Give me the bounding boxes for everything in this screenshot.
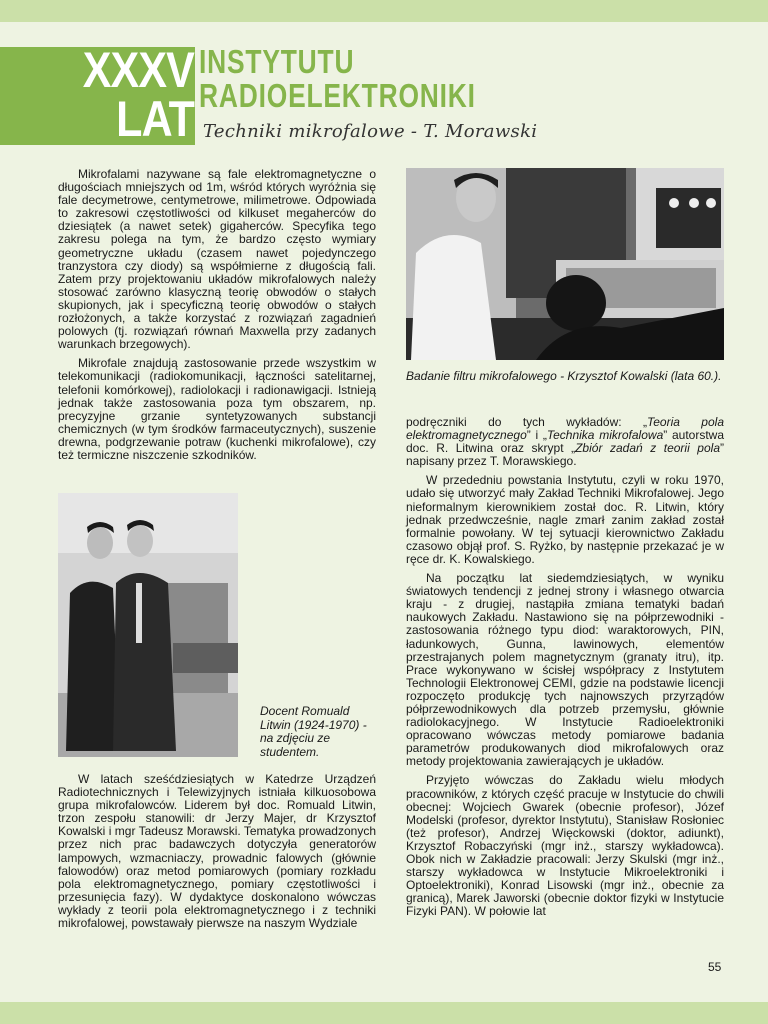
- paragraph: W przededniu powstania Instytutu, czyli w roku 1970, udało się utworzyć mały Zakład Techniki Mikrofalowej. Jego nieformalnym kierownikiem został doc. R. Litwin, który jednak przedwcześnie, nagle zmarł zanim zakład został formalnie powołany. W tej sytuacji kierownictwo Zakładu czasowo objął prof. S. Ryżko, by następnie przekazać je w ręce dr. K. Kowalskiego.: [406, 473, 724, 566]
- paragraph: Mikrofale znajdują zastosowanie przede wszystkim w telekomunikacji (radiokomunikacji, łączności satelitarnej, telefonii komórkowej), radiolokacji i radionawigacji. Istnieją jednak także zastosowania poza tym obszarem, np. precyzyjne grzanie syntetyzowanych substancji chemicznych (w tym środków farmaceutycznych), suszenie drewna, podgrzewanie potraw (kuchenki mikrofalowe), czy też termiczne niszczenie szkodników.: [58, 356, 376, 462]
- photo-microwave-filter-lab: [406, 168, 724, 360]
- bottom-band: [0, 1002, 768, 1024]
- text-span: ” autorstwa doc. R. Litwina oraz skrypt „: [406, 428, 725, 456]
- book-title: Teoria pola elektromagnetycznego: [406, 415, 724, 443]
- header-years-line1: XXXV: [82, 42, 194, 98]
- header-title-line2: RADIOELEKTRONIKI: [199, 77, 476, 114]
- left-column-bottom: [58, 773, 376, 936]
- header-years-title: [77, 42, 194, 147]
- text-span: ” napisany przez T. Morawskiego.: [406, 441, 724, 469]
- book-title: Zbiór zadań z teorii pola: [575, 441, 720, 456]
- article-subtitle: Techniki mikrofalowe - T. Morawski: [203, 121, 538, 142]
- paragraph: Przyjęto wówczas do Zakładu wielu młodych pracowników, z których część pracuje w Instytucie do chwili obecnej: Wojciech Gwarek (obecnie profesor), Józef Modelski (profesor, dyrektor Instytutu), Stanisław Rosłoniec (też profesor), Andrzej Więckowski (doktor, adiunkt), Krzysztof Robaczyński (mgr inż., starszy wykładowca). Obok nich w Zakładzie pracowali: Jerzy Skulski (mgr inż., starszy wykładowca w Instytucie Mikroelektroniki i Optoelektroniki), Konrad Lisowski (mgr inż., obecnie za granicą), Marek Jaworski (obecnie doktor fizyki w Instytucie Fizyki PAN). W połowie lat: [406, 773, 724, 919]
- book-title: Technika mikrofalowa: [546, 428, 664, 443]
- paragraph: Mikrofalami nazywane są fale elektromagnetyczne o długościach mniejszych od 1m, wśród których wyróżnia się fale decymetrowe, centymetrowe, milimetrowe. Odpowiada to zakresowi częstotliwości od kilkuset megaherców do dziesiątek (a nawet setek) gigaherców. Specyfika tego zakresu polega na tym, że bardzo często wymiary geometryczne układu (czasem nawet pojedynczego tranzystora czy diody) są współmierne z długością fali. Zatem przy projektowaniu układów mikrofalowych należy stosować zarówno klasyczną teorię obwodów o stałych skupionych, jak i specyficzną teorię obwodów o stałych rozłożonych, a także korzystać z rozwiązań zagadnień polowych (tj. rozwiązań równań Maxwella przy zadanych warunkach brzegowych).: [58, 167, 376, 352]
- right-column: [406, 416, 724, 924]
- top-band: [0, 0, 768, 22]
- photo2-caption: Docent Romuald Litwin (1924-1970) - na zdjęciu ze studentem.: [260, 704, 367, 759]
- page-number: 55: [708, 960, 722, 974]
- text-span: ” i „: [526, 428, 547, 443]
- text-span: podręczniki do tych wykładów: „: [406, 415, 647, 429]
- header-title-line1: INSTYTUTU: [199, 43, 355, 80]
- header-years-line2: LAT: [116, 91, 194, 147]
- left-column-top: [58, 168, 376, 468]
- paragraph: W latach sześćdziesiątych w Katedrze Urządzeń Radiotechnicznych i Telewizyjnych istniała kilkuosobowa grupa mikrofalowców. Liderem był doc. Romuald Litwin, trzon zespołu stanowili: dr Jerzy Majer, dr Krzysztof Kowalski i mgr Tadeusz Morawski. Tematyka prowadzonych przez nich prac badawczych dotyczyła generatorów lampowych, wzmacniaczy, prowadnic falowych (głównie falowodów) oraz metod pomiarowych (pomiary rozkładu pola elektromagnetycznego, pomiary częstotliwości i przesunięcia fazy). W dydaktyce doskonalono wówczas wykłady z teorii pola elektromagnetycznego i z techniki mikrofalowej, powstawały pierwsze na naszym Wydziale: [58, 772, 376, 931]
- photo-litwin-with-student: [58, 493, 238, 757]
- paragraph: [406, 416, 724, 468]
- paragraph: Na początku lat siedemdziesiątych, w wyniku światowych tendencji z jednej strony i własnego otwarcia kraju - z drugiej, nastąpiła zmiana tematyki badań naukowych Zakładu. Nastawiono się na półprzewodniki - zastosowania różnego typu diod: waraktorowych, PIN, ładunkowych, Gunna, lawinowych, elementów przestrajanych polem magnetycznym (granaty itru), itp. Prace wykonywano w ścisłej współpracy z Instytutem Technologii Elektronowej CEMI, gdzie na podstawie licencji rozpoczęto produkcję tych najnowszych przyrządów półprzewodnikowych dla potrzeb przemysłu, głównie radiolokacyjnego. W Instytucie Radioelektroniki opracowano wówczas metody pomiarowe badania parametrów produkowanych diod mikrofalowych oraz metody projektowania zawierających je układów.: [406, 571, 724, 769]
- photo1-caption: Badanie filtru mikrofalowego - Krzysztof Kowalski (lata 60.).: [406, 369, 722, 383]
